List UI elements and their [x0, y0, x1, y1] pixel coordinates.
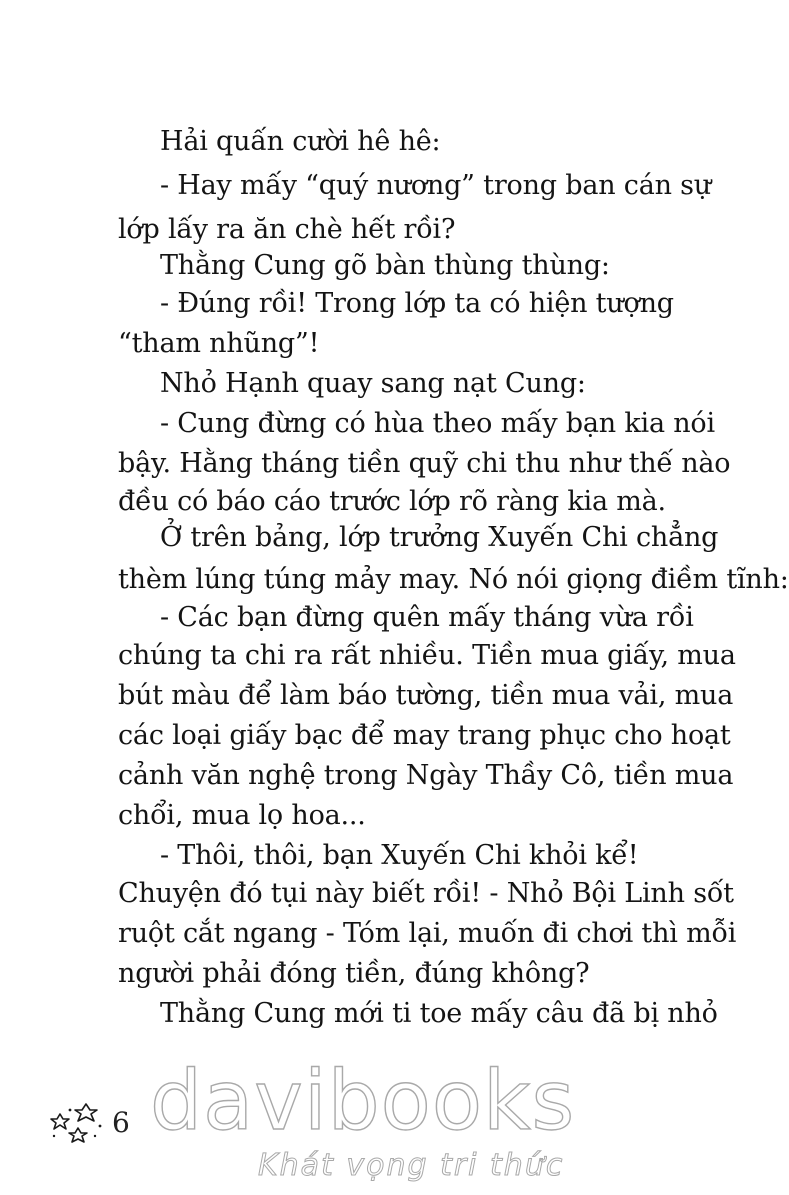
- text-line: - Cung đừng có hùa theo mấy bạn kia nói: [160, 408, 715, 439]
- watermark-brand: davibooks: [150, 1054, 576, 1149]
- text-line: đều có báo cáo trước lớp rõ ràng kia mà.: [118, 486, 666, 517]
- text-line: - Các bạn đừng quên mấy tháng vừa rồi: [160, 602, 694, 633]
- text-line: Thằng Cung gõ bàn thùng thùng:: [160, 250, 610, 281]
- text-line: Chuyện đó tụi này biết rồi! - Nhỏ Bội Linh sốt: [118, 878, 734, 909]
- text-line: chổi, mua lọ hoa...: [118, 800, 366, 831]
- text-line: Nhỏ Hạnh quay sang nạt Cung:: [160, 368, 586, 399]
- text-line: Thằng Cung mới ti toe mấy câu đã bị nhỏ: [160, 998, 718, 1029]
- text-line: bậy. Hằng tháng tiền quỹ chi thu như thế nào: [118, 448, 731, 479]
- page-footer: [0, 1050, 697, 1195]
- text-line: chúng ta chi ra rất nhiều. Tiền mua giấy, mua: [118, 640, 736, 671]
- text-line: “tham nhũng”!: [118, 328, 320, 359]
- page-number: 6: [112, 1106, 130, 1139]
- text-line: cảnh văn nghệ trong Ngày Thầy Cô, tiền mua: [118, 760, 734, 791]
- text-line: - Thôi, thôi, bạn Xuyến Chi khỏi kể!: [160, 840, 639, 871]
- text-line: người phải đóng tiền, đúng không?: [118, 958, 590, 989]
- text-line: - Đúng rồi! Trong lớp ta có hiện tượng: [160, 288, 674, 319]
- text-line: - Hay mấy “quý nương” trong ban cán sự: [160, 170, 712, 201]
- text-line: bút màu để làm báo tường, tiền mua vải, mua: [118, 680, 734, 711]
- text-line: ruột cắt ngang - Tóm lại, muốn đi chơi thì mỗi: [118, 918, 737, 949]
- text-line: các loại giấy bạc để may trang phục cho hoạt: [118, 720, 731, 751]
- text-line: Hải quấn cười hê hê:: [160, 126, 441, 157]
- watermark-tagline: Khát vọng tri thức: [258, 1148, 565, 1183]
- stars-ornament-icon: [50, 1098, 110, 1144]
- text-line: thèm lúng túng mảy may. Nó nói giọng điềm tĩnh:: [118, 564, 789, 595]
- text-line: Ở trên bảng, lớp trưởng Xuyến Chi chẳng: [160, 522, 719, 553]
- text-line: lớp lấy ra ăn chè hết rồi?: [118, 214, 456, 245]
